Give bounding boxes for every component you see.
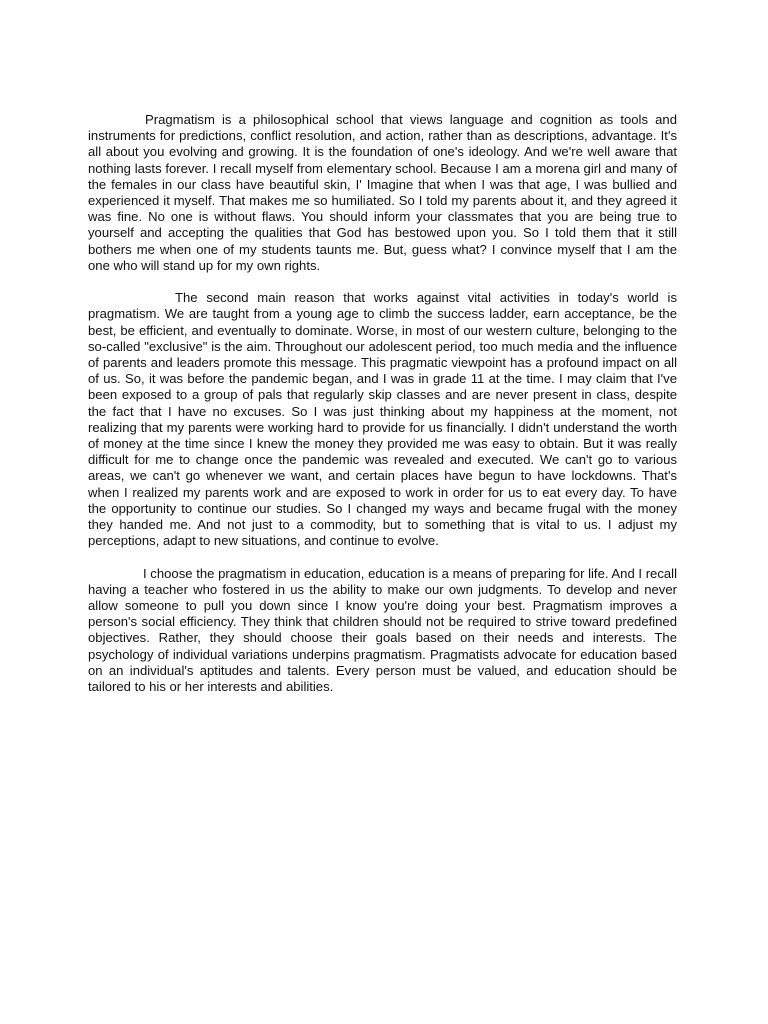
paragraph-pragmatism-intro: Pragmatism is a philosophical school that views language and cognition as tools and instruments for predictions, conflict resolution, and action, rather than as descriptions, advantage. It's all about you evolving and growing. It is the foundation of one's ideology. And we're well aware that nothing lasts forever. I recall myself from elementary school. Because I am a morena girl and many of the females in our class have beautiful skin, I' Imagine that when I was that age, I was bullied and experienced it myself. That makes me so humiliated. So I told my parents about it, and they agreed it was fine. No one is without flaws. You should inform your classmates that you are being true to yourself and accepting the qualities that God has bestowed upon you. So I told them that it still bothers me when one of my students taunts me. But, guess what? I convince myself that I am the one who will stand up for my own rights.: [88, 112, 677, 273]
document-page: [88, 112, 677, 711]
paragraph-second-reason: The second main reason that works against vital activities in today's world is pragmatism. We are taught from a young age to climb the success ladder, earn acceptance, be the best, be efficient, and eventually to dominate. Worse, in most of our western culture, belonging to the so-called "exclusive" is the aim. Throughout our adolescent period, too much media and the influence of parents and leaders promote this message. This pragmatic viewpoint has a profound impact on all of us. So, it was before the pandemic began, and I was in grade 11 at the time. I may claim that I've been exposed to a group of pals that regularly skip classes and are never present in class, despite the fact that I have no excuses. So I was just thinking about my happiness at the moment, not realizing that my parents were working hard to provide for us financially. I didn't understand the worth of money at the time since I knew the money they provided me was easy to obtain. But it was really difficult for me to change once the pandemic was revealed and executed. We can't go to various areas, we can't go whenever we want, and certain places have begun to have lockdowns. That's when I realized my parents work and are exposed to work in order for us to eat every day. To have the opportunity to continue our studies. So I changed my ways and became frugal with the money they handed me. And not just to a commodity, but to something that is vital to us. I adjust my perceptions, adapt to new situations, and continue to evolve.: [88, 290, 677, 549]
paragraph-education: I choose the pragmatism in education, education is a means of preparing for life. And I recall having a teacher who fostered in us the ability to make our own judgments. To develop and never allow someone to pull you down since I know you're doing your best. Pragmatism improves a person's social efficiency. They think that children should not be required to strive toward predefined objectives. Rather, they should choose their goals based on their needs and interests. The psychology of individual variations underpins pragmatism. Pragmatists advocate for education based on an individual's aptitudes and talents. Every person must be valued, and education should be tailored to his or her interests and abilities.: [88, 565, 677, 695]
